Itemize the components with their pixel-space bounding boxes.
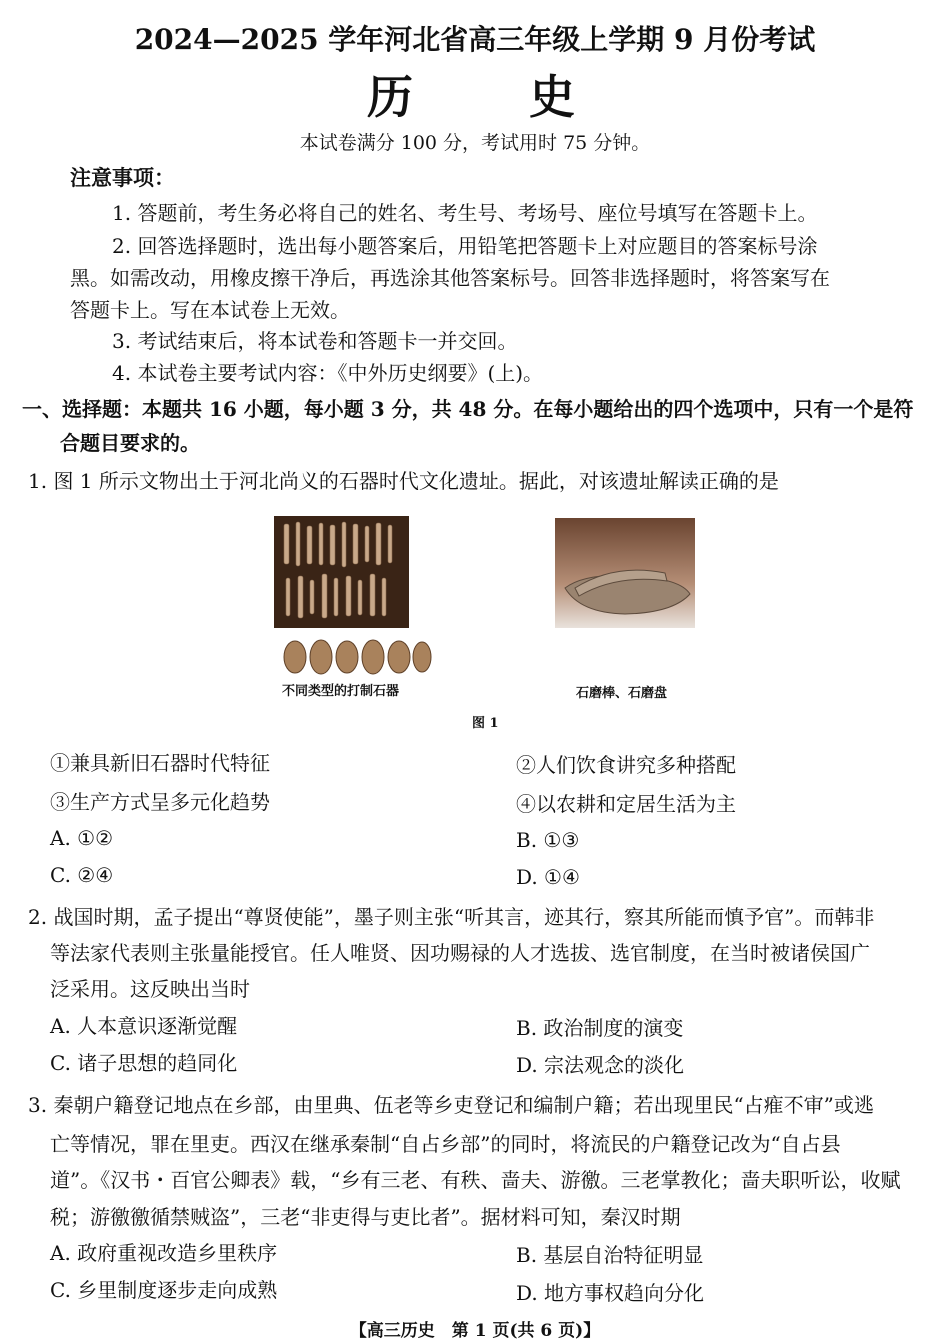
stone-tools-photo [274,516,409,628]
statement-1: ①兼具新旧石器时代特征 [50,751,270,775]
statement-4: ④以农耕和定居生活为主 [516,792,736,816]
figure-label: 图 1 [472,716,499,731]
option-b[interactable]: B. ①③ [516,828,580,852]
question-3-stem: 亡等情况，罪在里吏。西汉在继承秦制“自占乡部”的同时，将流民的户籍登记改为“自占县 [50,1132,841,1156]
section-heading: 一、选择题：本题共 16 小题，每小题 3 分，共 48 分。在每小题给出的四个选项中，只有一个是符 [22,397,914,421]
notice-line: 4. 本试卷主要考试内容：《中外历史纲要》(上)。 [112,361,544,385]
option-a[interactable]: A. ①② [50,826,114,850]
option-b[interactable]: B. 基层自治特征明显 [516,1243,704,1267]
notice-line: 1. 答题前，考生务必将自己的姓名、考生号、考场号、座位号填写在答题卡上。 [112,201,818,225]
notice-line: 2. 回答选择题时，选出每小题答案后，用铅笔把答题卡上对应题目的答案标号涂 [112,234,818,258]
figure-caption-right: 石磨棒、石磨盘 [576,686,668,701]
exam-title: 2024—2025 学年河北省高三年级上学期 9 月份考试 [134,23,816,56]
question-2-stem: 2. 战国时期，孟子提出“尊贤使能”，墨子则主张“听其言，迹其行，察其所能而慎予官”。而韩非 [28,905,875,929]
figure-caption-left: 不同类型的打制石器 [282,684,400,699]
option-a[interactable]: A. 人本意识逐渐觉醒 [50,1014,238,1038]
notice-line: 答题卡上。写在本试卷上无效。 [70,298,350,322]
option-c[interactable]: C. 乡里制度逐步走向成熟 [50,1278,278,1302]
grinding-stone-photo [555,518,695,628]
option-d[interactable]: D. 宗法观念的淡化 [516,1053,685,1077]
section-heading-cont: 合题目要求的。 [60,431,200,455]
option-b[interactable]: B. 政治制度的演变 [516,1016,684,1040]
subject-title: 历 史 [367,70,583,124]
notice-heading: 注意事项： [70,165,175,190]
statement-2: ②人们饮食讲究多种搭配 [516,753,736,777]
option-c[interactable]: C. ②④ [50,863,114,887]
question-2-stem: 等法家代表则主张量能授官。任人唯贤、因功赐禄的人才选拔、选官制度，在当时被诸侯国广 [50,941,870,965]
statement-3: ③生产方式呈多元化趋势 [50,790,270,814]
option-d[interactable]: D. ①④ [516,865,580,889]
option-c[interactable]: C. 诸子思想的趋同化 [50,1051,238,1075]
exam-subtitle: 本试卷满分 100 分，考试用时 75 分钟。 [299,132,651,154]
option-d[interactable]: D. 地方事权趋向分化 [516,1281,705,1305]
question-2-stem: 泛采用。这反映出当时 [50,977,250,1001]
option-a[interactable]: A. 政府重视改造乡里秩序 [50,1241,278,1265]
stone-flakes-photo [282,638,432,676]
page-footer: 【高三历史 第 1 页(共 6 页)】 [349,1321,601,1341]
notice-line: 3. 考试结束后，将本试卷和答题卡一并交回。 [112,329,518,353]
notice-line: 黑。如需改动，用橡皮擦干净后，再选涂其他答案标号。回答非选择题时，将答案写在 [70,266,830,290]
question-3-stem: 道”。《汉书・百官公卿表》载，“乡有三老、有秩、啬夫、游徼。三老掌教化；啬夫职听讼，收赋 [50,1168,901,1192]
question-3-stem: 税；游徼徼循禁贼盗”，三老“非吏得与吏比者”。据材料可知，秦汉时期 [50,1205,681,1229]
question-3-stem: 3. 秦朝户籍登记地点在乡部，由里典、伍老等乡吏登记和编制户籍；若出现里民“占痽不审”或逃 [28,1093,874,1117]
question-1-stem: 1. 图 1 所示文物出土于河北尚义的石器时代文化遗址。据此，对该遗址解读正确的是 [28,469,779,493]
